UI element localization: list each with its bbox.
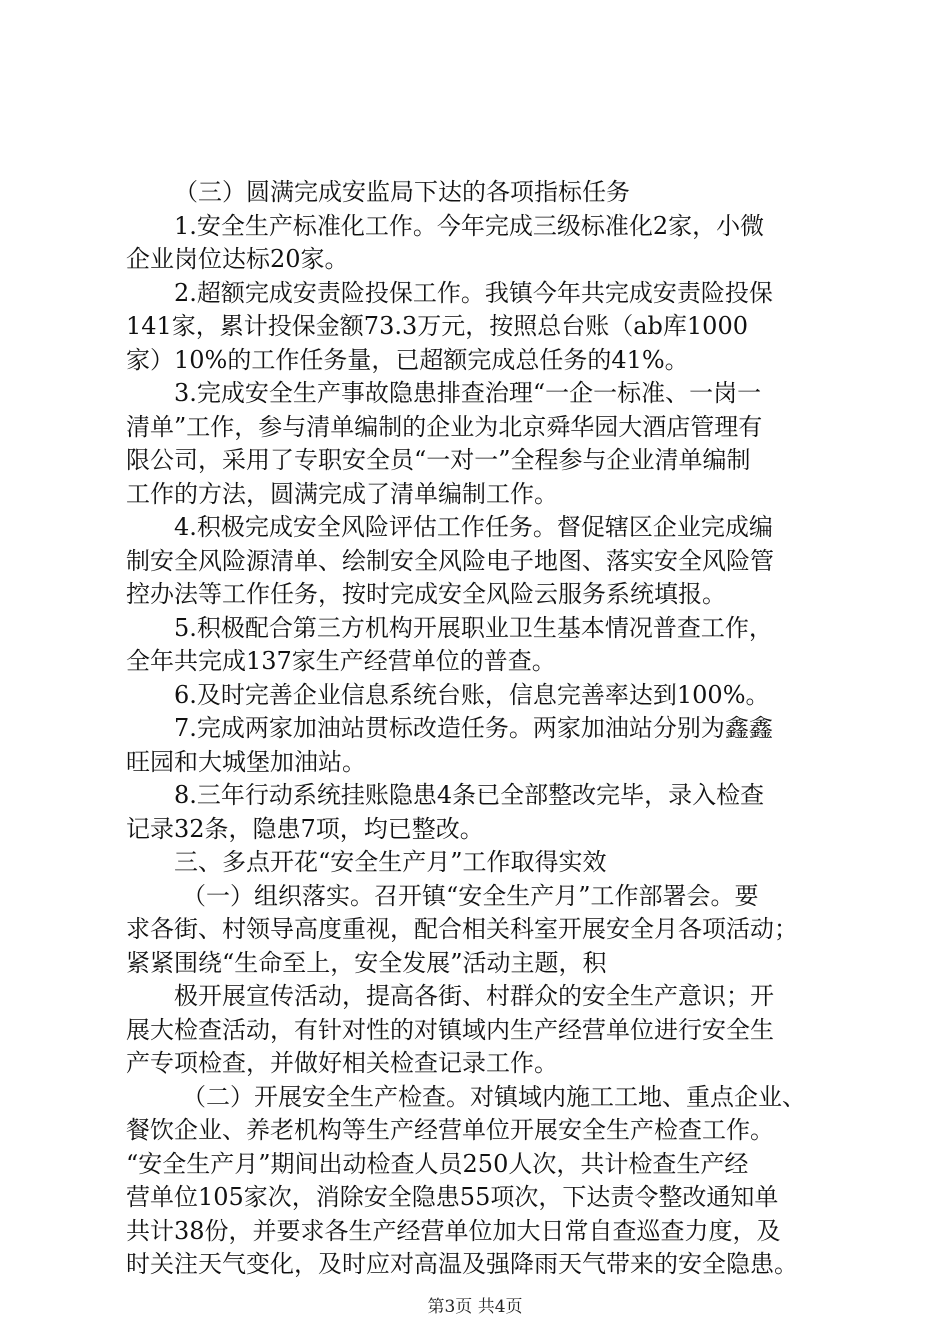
text-line: 全年共完成137家生产经营单位的普查。 <box>126 647 556 675</box>
text-line: 控办法等工作任务，按时完成安全风险云服务系统填报。 <box>126 580 726 608</box>
text-line: 旺园和大城堡加油站。 <box>126 747 366 776</box>
text-line: 制安全风险源清单、绘制安全风险电子地图、落实安全风险管 <box>126 546 774 575</box>
text-line: （三）圆满完成安监局下达的各项指标任务 <box>174 178 630 206</box>
text-line: 展大检查活动，有针对性的对镇域内生产经营单位进行安全生 <box>126 1015 774 1044</box>
text-line: 1.安全生产标准化工作。今年完成三级标准化2家，小微 <box>174 211 765 240</box>
text-line: 共计38份，并要求各生产经营单位加大日常自查巡查力度，及 <box>126 1216 781 1245</box>
text-line: 紧紧围绕“生命至上，安全发展”活动主题，积 <box>126 948 607 977</box>
text-line: 营单位105家次，消除安全隐患55项次，下达责令整改通知单 <box>126 1183 779 1211</box>
page-number-footer: 第3页 共4页 <box>427 1297 523 1317</box>
text-line: “安全生产月”期间出动检查人员250人次，共计检查生产经 <box>126 1149 749 1178</box>
text-line: （一）组织落实。召开镇“安全生产月”工作部署会。要 <box>182 881 759 910</box>
text-line: 3.完成安全生产事故隐患排查治理“一企一标准、一岗一 <box>174 379 762 407</box>
text-line: 餐饮企业、养老机构等生产经营单位开展安全生产检查工作。 <box>126 1116 774 1144</box>
text-line: 清单”工作，参与清单编制的企业为北京舜华园大酒店管理有 <box>126 412 763 441</box>
document-body <box>126 176 838 1282</box>
text-line: 记录32条，隐患7项，均已整改。 <box>126 814 484 843</box>
text-line: 三、多点开花“安全生产月”工作取得实效 <box>174 848 607 876</box>
text-line: 工作的方法，圆满完成了清单编制工作。 <box>126 479 558 508</box>
text-line: 极开展宣传活动，提高各街、村群众的安全生产意识；开 <box>174 982 774 1010</box>
text-line: 产专项检查，并做好相关检查记录工作。 <box>126 1049 558 1077</box>
text-line: 求各街、村领导高度重视，配合相关科室开展安全月各项活动； <box>126 915 798 943</box>
text-line: 家）10%的工作任务量，已超额完成总任务的41%。 <box>126 345 689 374</box>
text-line: 7.完成两家加油站贯标改造任务。两家加油站分别为鑫鑫 <box>174 714 773 742</box>
text-line: 2.超额完成安责险投保工作。我镇今年共完成安责险投保 <box>174 278 773 307</box>
text-line: （二）开展安全生产检查。对镇域内施工工地、重点企业、 <box>182 1082 806 1111</box>
text-line: 5.积极配合第三方机构开展职业卫生基本情况普查工作， <box>174 613 773 642</box>
text-line: 8.三年行动系统挂账隐患4条已全部整改完毕，录入检查 <box>174 781 765 809</box>
text-line: 企业岗位达标20家。 <box>126 245 349 273</box>
text-line: 6.及时完善企业信息系统台账，信息完善率达到100%。 <box>174 680 770 709</box>
text-line: 4.积极完成安全风险评估工作任务。督促辖区企业完成编 <box>174 513 773 541</box>
text-line: 141家，累计投保金额73.3万元，按照总台账（ab库1000 <box>126 312 748 340</box>
text-line: 时关注天气变化，及时应对高温及强降雨天气带来的安全隐患。 <box>126 1250 798 1278</box>
text-line: 限公司，采用了专职安全员“一对一”全程参与企业清单编制 <box>126 446 751 474</box>
